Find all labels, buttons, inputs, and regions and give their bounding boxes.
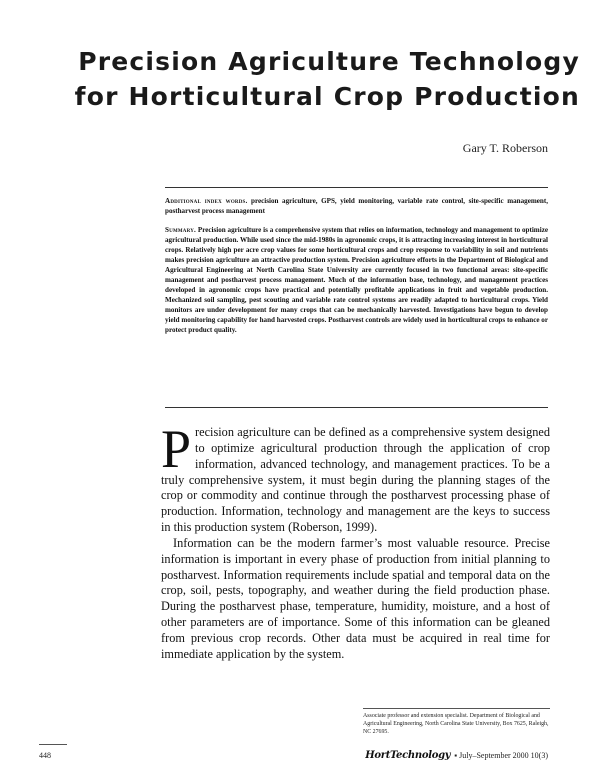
index-words xyxy=(165,196,548,216)
author-name: Gary T. Roberson xyxy=(462,141,548,155)
journal-footer xyxy=(365,750,548,761)
title-line-2: for Horticultural Crop Production xyxy=(74,82,580,111)
body-text xyxy=(161,419,550,663)
drop-cap: P xyxy=(161,419,192,479)
abstract-top-rule xyxy=(165,187,548,188)
journal-logo: HortTechnology xyxy=(365,750,451,761)
summary-text: Precision agriculture is a comprehensive system that relies on information, technology and management to optimize agricultural production. While used since the mid-1980s in agronomic crops, it is attracting increasing interest in horticultural crops. Relatively high per acre crop values for some horticultural crops and crop response to variability in soil and nutrients makes precision agriculture an attractive production system. Precision agriculture efforts in the Department of Biological and Agricultural Engineering at North Carolina State University are currently focused in two functional areas: site-specific management and postharvest process management. Much of the information base, technology, and management practices developed in agronomic crops have practical and potentially profitable applications in fruit and vegetable production. Mechanized soil sampling, pest scouting and variable rate control systems are readily adapted to horticultural crops. Yield monitors are under development for many crops that can be mechanically harvested. Investigations have begun to develop yield monitoring capability for hand harvested crops. Postharvest controls are widely used in horticultural crops to enhance or protect product quality. xyxy=(165,226,548,334)
body-paragraph-1 xyxy=(161,419,550,536)
page-number-rule xyxy=(39,744,67,745)
article-title xyxy=(40,44,580,114)
author-footnote: Associate professor and extension specialist. Department of Biological and Agricultural Engineering, North Carolina State University, Box 7625, Raleigh, NC 27695. xyxy=(363,713,549,735)
summary xyxy=(165,225,548,335)
journal-issue: ▪ July–September 2000 10(3) xyxy=(454,751,548,760)
body-paragraph-2: Information can be the modern farmer’s most valuable resource. Precise information is important in every phase of production from initial planning to postharvest. Information requirements include spatial and temporal data on the crop, soil, pests, topography, and weather during the field production phase. During the postharvest phase, temperature, humidity, moisture, and a host of other parameters are of importance. Some of this information can be gleaned from previous crop records. Other data must be acquired in real time for immediate application by the system. xyxy=(161,535,550,661)
page-number: 448 xyxy=(39,751,51,760)
index-words-label: Additional index words. xyxy=(165,197,248,205)
summary-label: Summary. xyxy=(165,226,197,234)
abstract-bottom-rule xyxy=(165,407,548,408)
index-words-text: precision agriculture, GPS, yield monitoring, variable rate control, site-specific management, postharvest process management xyxy=(165,197,548,215)
title-line-1: Precision Agriculture Technology xyxy=(78,47,580,76)
footnote-rule xyxy=(363,708,550,709)
paragraph-1-text: recision agriculture can be defined as a comprehensive system designed to optimize agricultural production through the application of crop information, advanced technology, and management practices. To be a truly comprehensive system, it must begin during the planning stages of the crop or commodity and continue through the postharvest processing phase of production. Information, technology and management are the keys to success in this production system (Roberson, 1999). xyxy=(161,425,550,535)
